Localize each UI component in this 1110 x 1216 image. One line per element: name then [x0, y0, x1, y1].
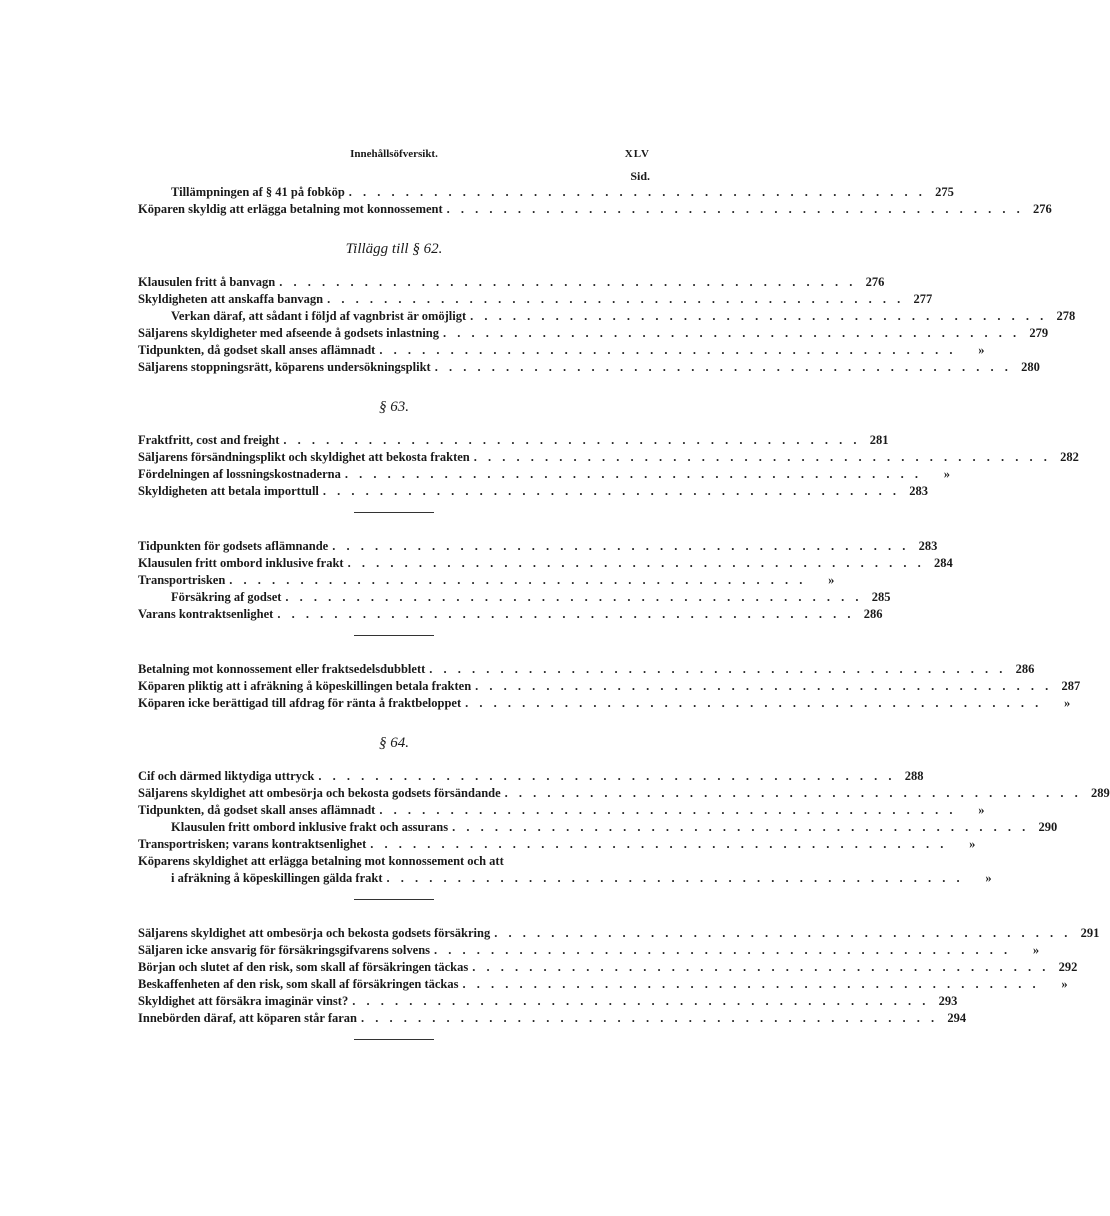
entry-text: Skyldighet att försäkra imaginär vinst? [138, 994, 349, 1008]
entry-text: Fördelningen af lossningskostnaderna [138, 467, 341, 481]
toc-entry [138, 678, 1081, 695]
dot-leader: . . . . . . . . . . . . . . . . . . . . . . . . . . . . . . . . . . . . . . . . . [494, 926, 1072, 940]
entry-page: 276 [865, 275, 885, 289]
toc-entry [138, 925, 1100, 942]
dot-leader: . . . . . . . . . . . . . . . . . . . . . . . . . . . . . . . . . . . . . . . . . [452, 820, 1030, 834]
entry-page: 288 [904, 769, 924, 783]
dot-leader: . . . . . . . . . . . . . . . . . . . . . . . . . . . . . . . . . . . . . . . . . [379, 803, 957, 817]
toc-entry-continuation [138, 870, 992, 887]
entry-text: Skyldigheten att anskaffa banvagn [138, 292, 324, 306]
entry-text: Betalning mot konnossement eller fraktsedelsdubblett [138, 662, 426, 676]
divider-gap [138, 913, 650, 925]
dot-leader: . . . . . . . . . . . . . . . . . . . . . . . . . . . . . . . . . . . . . . . . . [229, 573, 807, 587]
toc-entry [138, 342, 985, 359]
toc-entry [138, 802, 985, 819]
dot-leader: . . . . . . . . . . . . . . . . . . . . . . . . . . . . . . . . . . . . . . . . . [475, 679, 1053, 693]
closing-divider [138, 1027, 650, 1053]
section-gap [138, 218, 650, 236]
heading-gap [138, 756, 650, 768]
entry-page: 287 [1061, 679, 1081, 693]
entry-page: » [828, 573, 835, 587]
entry-page: 293 [938, 994, 958, 1008]
toc-entry [138, 819, 1058, 836]
entry-page: 292 [1058, 960, 1078, 974]
entry-text: Klausulen fritt å banvagn [138, 275, 276, 289]
entry-page: » [985, 871, 992, 885]
dot-leader: . . . . . . . . . . . . . . . . . . . . . . . . . . . . . . . . . . . . . . . . . [279, 275, 857, 289]
entry-text: Köparen skyldig att erlägga betalning mot konnossement [138, 202, 443, 216]
toc-page [138, 148, 1110, 1053]
header-title: Innehållsöfversikt. [350, 148, 438, 160]
entry-text: Tidpunkten för godsets aflämnande [138, 539, 329, 553]
entry-text: Köparen pliktig att i afräkning å köpeskillingen betala frakten [138, 679, 472, 693]
dot-leader: . . . . . . . . . . . . . . . . . . . . . . . . . . . . . . . . . . . . . . . . . [504, 786, 1082, 800]
entry-text: Beskaffenheten af den risk, som skall af försäkringen täckas [138, 977, 459, 991]
toc-entry [138, 606, 883, 623]
entry-text: i afräkning å köpeskillingen gälda frakt [171, 871, 383, 885]
entry-page: 277 [913, 292, 933, 306]
section-gap [138, 376, 650, 394]
entry-text: Början och slutet af den risk, som skall af försäkringen täckas [138, 960, 469, 974]
dot-leader: . . . . . . . . . . . . . . . . . . . . . . . . . . . . . . . . . . . . . . . . . [277, 607, 855, 621]
section-gap [138, 712, 650, 730]
section-heading: § 64. [379, 735, 409, 751]
entry-page: » [1064, 696, 1071, 710]
entry-page: 291 [1080, 926, 1100, 940]
entry-page: 286 [1015, 662, 1035, 676]
toc-entry [138, 661, 1035, 678]
dot-leader: . . . . . . . . . . . . . . . . . . . . . . . . . . . . . . . . . . . . . . . . . [472, 960, 1050, 974]
dot-leader: . . . . . . . . . . . . . . . . . . . . . . . . . . . . . . . . . . . . . . . . . [473, 450, 1051, 464]
running-header [138, 148, 650, 168]
toc-entry [138, 942, 1040, 959]
toc-entry [138, 572, 835, 589]
entry-text: Köparens skyldighet att erlägga betalning mot konnossement och att [138, 854, 504, 868]
toc-entry [138, 466, 950, 483]
entry-page: 285 [871, 590, 891, 604]
dot-leader: . . . . . . . . . . . . . . . . . . . . . . . . . . . . . . . . . . . . . . . . . [285, 590, 863, 604]
entry-page: 290 [1038, 820, 1058, 834]
entry-text: Transportrisken; varans kontraktsenlighet [138, 837, 367, 851]
entry-page: 283 [918, 539, 938, 553]
heading-gap [138, 262, 650, 274]
toc-entry [138, 959, 1078, 976]
entry-page: 278 [1056, 309, 1076, 323]
section-divider [138, 887, 650, 913]
dot-leader: . . . . . . . . . . . . . . . . . . . . . . . . . . . . . . . . . . . . . . . . . [283, 433, 861, 447]
dot-leader: . . . . . . . . . . . . . . . . . . . . . . . . . . . . . . . . . . . . . . . . . [434, 943, 1012, 957]
dot-leader: . . . . . . . . . . . . . . . . . . . . . . . . . . . . . . . . . . . . . . . . . [332, 539, 910, 553]
dot-leader: . . . . . . . . . . . . . . . . . . . . . . . . . . . . . . . . . . . . . . . . . [347, 556, 925, 570]
toc-entry [138, 291, 933, 308]
toc-entry [138, 853, 650, 870]
toc-entry [138, 201, 1052, 218]
toc-entry [138, 538, 938, 555]
toc-entry [138, 308, 1076, 325]
section-divider [138, 500, 650, 526]
entry-page: » [978, 343, 985, 357]
toc-entry [138, 768, 924, 785]
dot-leader: . . . . . . . . . . . . . . . . . . . . . . . . . . . . . . . . . . . . . . . . . [386, 871, 964, 885]
toc-entry [138, 325, 1049, 342]
entry-text: Tidpunkten, då godset skall anses aflämnadt [138, 803, 376, 817]
toc-entry [138, 449, 1079, 466]
dot-leader: . . . . . . . . . . . . . . . . . . . . . . . . . . . . . . . . . . . . . . . . . [327, 292, 905, 306]
toc-entry [138, 785, 1110, 802]
section-divider [138, 623, 650, 649]
dot-leader: . . . . . . . . . . . . . . . . . . . . . . . . . . . . . . . . . . . . . . . . . [322, 484, 901, 498]
entry-page: 286 [863, 607, 883, 621]
dot-leader: . . . . . . . . . . . . . . . . . . . . . . . . . . . . . . . . . . . . . . . . . [370, 837, 948, 851]
dot-leader: . . . . . . . . . . . . . . . . . . . . . . . . . . . . . . . . . . . . . . . . . [344, 467, 922, 481]
entry-text: Säljarens försändningsplikt och skyldighet att bekosta frakten [138, 450, 470, 464]
entry-text: Transportrisken [138, 573, 226, 587]
entry-page: 279 [1029, 326, 1049, 340]
toc-entry [138, 274, 885, 291]
entry-text: Cif och därmed liktydiga uttryck [138, 769, 315, 783]
entry-text: Skyldigheten att betala importtull [138, 484, 319, 498]
toc-entry [138, 483, 929, 500]
entry-text: Säljarens skyldigheter med afseende å godsets inlastning [138, 326, 439, 340]
entry-page: 284 [933, 556, 953, 570]
toc-entry [138, 555, 953, 572]
entry-text: Säljarens skyldighet att ombesörja och bekosta godsets försändande [138, 786, 501, 800]
toc-entry [138, 184, 954, 201]
entry-text: Varans kontraktsenlighet [138, 607, 274, 621]
entry-text: Tillämpningen af § 41 på fobköp [171, 185, 345, 199]
entry-text: Säljarens skyldighet att ombesörja och bekosta godsets försäkring [138, 926, 491, 940]
entry-page: » [1032, 943, 1040, 957]
entry-text: Tidpunkten, då godset skall anses aflämnadt [138, 343, 376, 357]
entry-page: » [969, 837, 976, 851]
entry-text: Köparen icke berättigad till afdrag för ränta å fraktbeloppet [138, 696, 462, 710]
toc-entry [138, 589, 891, 606]
section-heading: § 63. [379, 399, 409, 415]
dot-leader: . . . . . . . . . . . . . . . . . . . . . . . . . . . . . . . . . . . . . . . . . [465, 696, 1043, 710]
dot-leader: . . . . . . . . . . . . . . . . . . . . . . . . . . . . . . . . . . . . . . . . . [348, 185, 926, 199]
dot-leader: . . . . . . . . . . . . . . . . . . . . . . . . . . . . . . . . . . . . . . . . . [361, 1011, 939, 1025]
entry-page: 294 [947, 1011, 967, 1025]
entry-text: Säljaren icke ansvarig för försäkringsgifvarens solvens [138, 943, 431, 957]
entry-page: 283 [909, 484, 929, 498]
entry-page: » [1061, 977, 1068, 991]
entry-text: Klausulen fritt ombord inklusive frakt [138, 556, 344, 570]
toc-body [138, 184, 1110, 1053]
dot-leader: . . . . . . . . . . . . . . . . . . . . . . . . . . . . . . . . . . . . . . . . . [318, 769, 896, 783]
entry-text: Försäkring af godset [171, 590, 282, 604]
toc-entry [138, 836, 976, 853]
dot-leader: . . . . . . . . . . . . . . . . . . . . . . . . . . . . . . . . . . . . . . . . . [442, 326, 1021, 340]
entry-text: Verkan däraf, att sådant i följd af vagnbrist är omöjligt [171, 309, 467, 323]
entry-page: 280 [1021, 360, 1040, 374]
entry-text: Säljarens stoppningsrätt, köparens undersökningsplikt [138, 360, 431, 374]
entry-page: 289 [1091, 786, 1110, 800]
entry-page: 275 [935, 185, 954, 199]
entry-page: » [943, 467, 950, 481]
entry-page: » [978, 803, 985, 817]
entry-page: 281 [869, 433, 889, 447]
toc-entry [138, 1010, 967, 1027]
divider-gap [138, 649, 650, 661]
section-heading: Tillägg till § 62. [345, 241, 443, 257]
dot-leader: . . . . . . . . . . . . . . . . . . . . . . . . . . . . . . . . . . . . . . . . . [470, 309, 1048, 323]
header-page-number: XLV [624, 148, 650, 160]
toc-entry [138, 976, 1068, 993]
toc-entry [138, 695, 1071, 712]
dot-leader: . . . . . . . . . . . . . . . . . . . . . . . . . . . . . . . . . . . . . . . . . [379, 343, 957, 357]
dot-leader: . . . . . . . . . . . . . . . . . . . . . . . . . . . . . . . . . . . . . . . . . [434, 360, 1012, 374]
entry-text: Fraktfritt, cost and freight [138, 433, 280, 447]
divider-gap [138, 526, 650, 538]
entry-page: 282 [1060, 450, 1079, 464]
toc-entry [138, 432, 889, 449]
toc-entry [138, 993, 958, 1010]
entry-page: 276 [1033, 202, 1052, 216]
toc-entry [138, 359, 1040, 376]
dot-leader: . . . . . . . . . . . . . . . . . . . . . . . . . . . . . . . . . . . . . . . . . [429, 662, 1007, 676]
dot-leader: . . . . . . . . . . . . . . . . . . . . . . . . . . . . . . . . . . . . . . . . . [352, 994, 930, 1008]
entry-text: Klausulen fritt ombord inklusive frakt och assurans [171, 820, 449, 834]
dot-leader: . . . . . . . . . . . . . . . . . . . . . . . . . . . . . . . . . . . . . . . . . [462, 977, 1040, 991]
entry-text: Innebörden däraf, att köparen står faran [138, 1011, 357, 1025]
heading-gap [138, 420, 650, 432]
sid-label: Sid. [630, 169, 650, 183]
dot-leader: . . . . . . . . . . . . . . . . . . . . . . . . . . . . . . . . . . . . . . . . . [446, 202, 1024, 216]
